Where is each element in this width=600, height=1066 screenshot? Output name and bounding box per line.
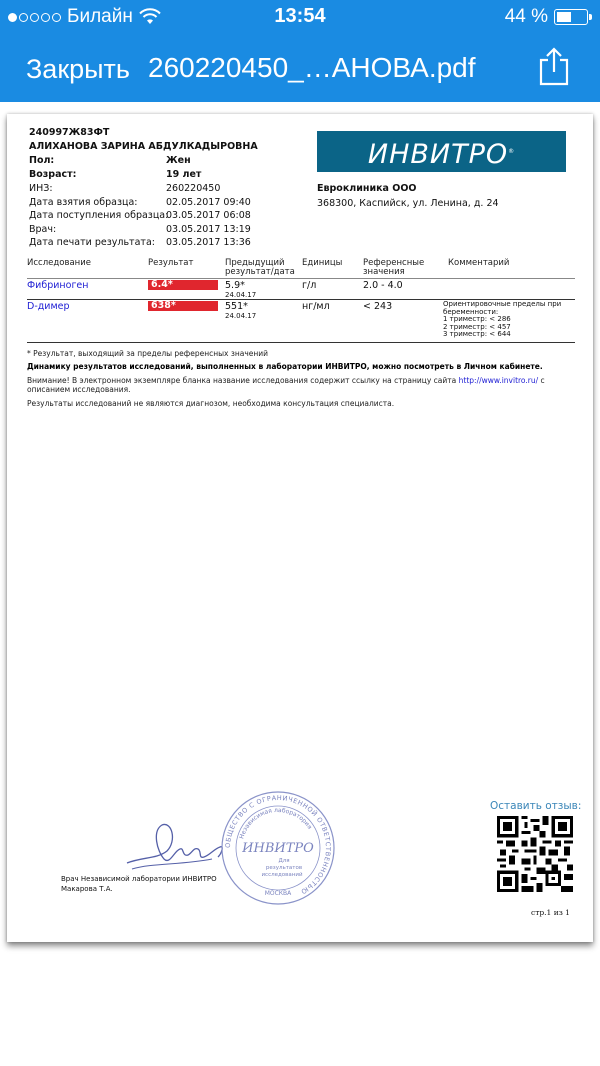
test-link-fibrinogen[interactable]: Фибриноген <box>27 280 89 291</box>
test-link-d-dimer[interactable]: D-димер <box>27 301 70 312</box>
col-header-comment: Комментарий <box>448 258 510 268</box>
info-value: 03.05.2017 06:08 <box>166 210 251 221</box>
previous-result: 5.9* <box>225 280 245 291</box>
svg-text:Для: Для <box>278 858 290 864</box>
warning-note: Внимание! В электронном экземпляре бланка название исследования содержит ссылку на страницу сайта http://www.invitro.ru/ с описанием исследования. <box>27 376 545 394</box>
stamp-seal-icon <box>220 790 336 906</box>
clock: 13:54 <box>274 5 326 27</box>
info-value: 19 лет <box>166 169 202 180</box>
col-header-result: Результат <box>148 258 194 268</box>
dynamics-note: Динамику результатов исследований, выполненных в лаборатории ИНВИТРО, можно посмотреть в Личном кабинете. <box>27 362 543 371</box>
feedback-label: Оставить отзыв: <box>490 800 582 812</box>
info-value: 03.05.2017 13:19 <box>166 224 251 235</box>
comment: Ориентировочные пределы при беременности: 1 триместр: < 286 2 триместр: < 457 3 триместр: < 644 <box>443 300 562 339</box>
info-value: Жен <box>166 155 191 166</box>
pdf-page[interactable] <box>7 114 593 942</box>
table-bottom-divider <box>27 342 575 343</box>
status-bar <box>0 0 600 34</box>
info-label: Врач: <box>29 224 57 235</box>
svg-text:результатов: результатов <box>265 865 303 871</box>
invitro-link[interactable]: http://www.invitro.ru/ <box>458 376 539 385</box>
info-label: Возраст: <box>29 169 77 180</box>
svg-text:ИНВИТРО: ИНВИТРО <box>242 841 314 856</box>
result-flag: 6.4* <box>148 280 218 290</box>
units: нг/мл <box>302 301 330 312</box>
info-value: 260220450 <box>166 183 221 194</box>
info-value: 03.05.2017 13:36 <box>166 237 251 248</box>
units: г/л <box>302 280 317 291</box>
document-title: 260220450_…АНОВА.pdf <box>148 52 476 83</box>
order-code: 240997Ж83ФТ <box>29 127 110 138</box>
nav-bar <box>0 34 600 102</box>
carrier-name: Билайн <box>67 6 133 27</box>
previous-result: 551* <box>225 301 248 312</box>
clinic-address: 368300, Каспийск, ул. Ленина, д. 24 <box>317 198 499 209</box>
col-header-units: Единицы <box>302 258 343 268</box>
share-icon[interactable] <box>538 46 570 86</box>
top-bar <box>0 0 600 102</box>
battery-percent: 44 % <box>504 6 548 27</box>
invitro-logo: ИНВИТРО® <box>317 131 566 172</box>
reference-range: < 243 <box>363 301 393 312</box>
svg-text:ОБЩЕСТВО С ОГРАНИЧЕННОЙ ОТВЕТС: ОБЩЕСТВО С ОГРАНИЧЕННОЙ ОТВЕТСТВЕННОСТЬЮ <box>223 793 333 896</box>
result-flag: 638* <box>148 301 218 311</box>
asterisk-note: * Результат, выходящий за пределы референсных значений <box>27 349 269 358</box>
doctor-title: Врач Независимой лаборатории ИНВИТРО <box>61 875 217 883</box>
battery-icon <box>554 9 588 25</box>
reference-range: 2.0 - 4.0 <box>363 280 403 291</box>
qr-code-icon[interactable] <box>497 816 573 892</box>
info-label: ИНЗ: <box>29 183 53 194</box>
info-label: Дата печати результата: <box>29 237 155 248</box>
patient-name: АЛИХАНОВА ЗАРИНА АБДУЛКАДЫРОВНА <box>29 141 258 152</box>
table-header-divider <box>27 278 575 279</box>
disclaimer-note: Результаты исследований не являются диагнозом, необходима консультация специалиста. <box>27 399 395 408</box>
previous-date: 24.04.17 <box>225 312 257 320</box>
doctor-name: Макарова Т.А. <box>61 885 113 893</box>
svg-text:Независимая лаборатория: Независимая лаборатория <box>238 806 314 840</box>
page-number: стр.1 из 1 <box>531 908 570 917</box>
col-header-reference-2: значения <box>363 267 405 277</box>
col-header-test: Исследование <box>27 258 91 268</box>
close-button[interactable]: Закрыть <box>26 54 130 84</box>
info-label: Пол: <box>29 155 55 166</box>
signature-image <box>122 811 232 873</box>
svg-text:МОСКВА: МОСКВА <box>264 890 292 897</box>
col-header-previous-2: результат/дата <box>225 267 295 277</box>
info-label: Дата взятия образца: <box>29 197 138 208</box>
info-value: 02.05.2017 09:40 <box>166 197 251 208</box>
info-label: Дата поступления образца: <box>29 210 169 221</box>
col-header-previous-1: Предыдущий <box>225 258 285 268</box>
clinic-name: Евроклиника ООО <box>317 183 417 194</box>
previous-date: 24.04.17 <box>225 291 257 299</box>
col-header-reference-1: Референсные <box>363 258 425 268</box>
svg-text:исследований: исследований <box>261 872 303 878</box>
